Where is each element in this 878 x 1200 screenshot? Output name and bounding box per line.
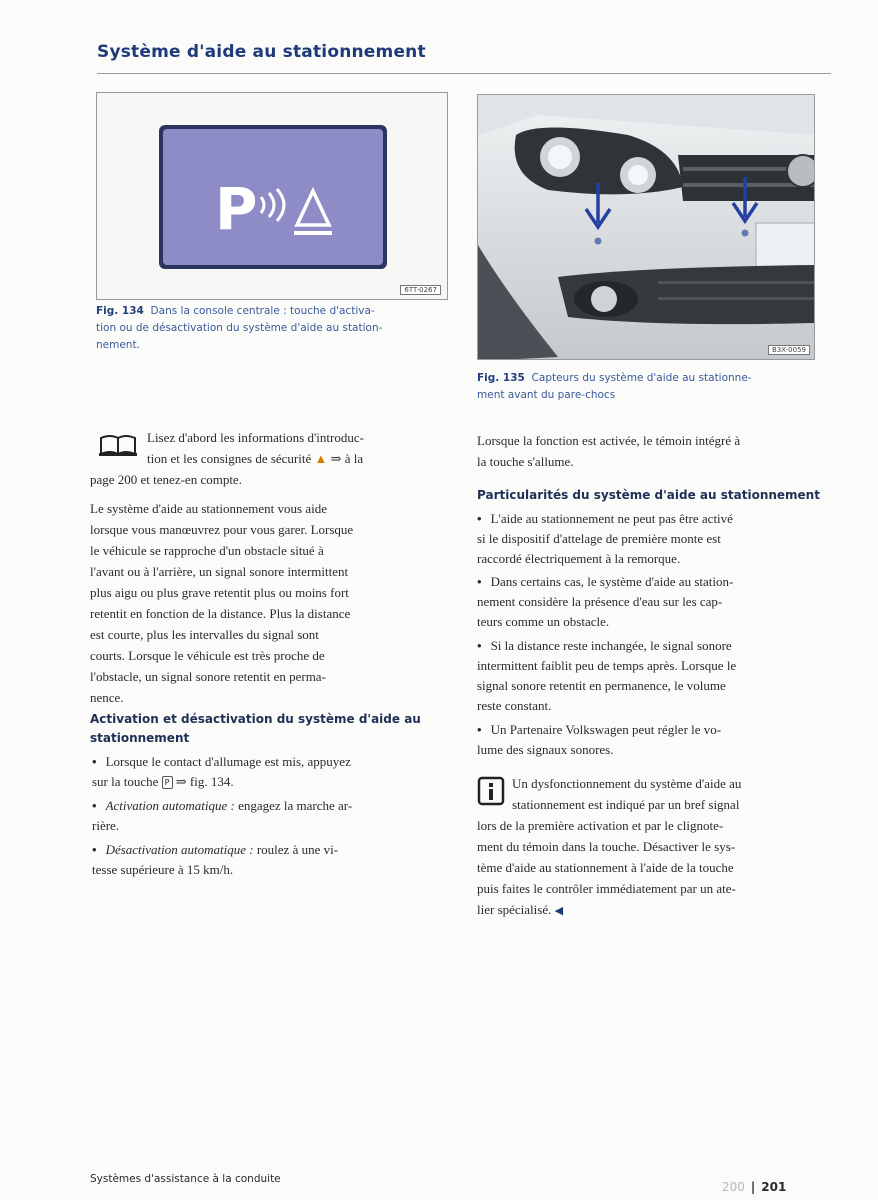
activation-text: Lorsque la fonction est activée, le témoin intégré à la touche s'allume. <box>477 433 741 469</box>
parking-symbol-letter: P <box>215 175 258 243</box>
figure-code: 6TT-0267 <box>400 285 441 295</box>
parking-aid-symbol-icon <box>163 129 383 265</box>
intro-text-cont: page 200 et tenez-en compte. <box>90 472 242 487</box>
figure-code: B3X-0059 <box>768 345 810 355</box>
parking-key-icon: P <box>162 776 173 789</box>
warning-triangle-icon: ▲ <box>314 451 328 466</box>
info-text-lead: Un dysfonctionnement du système d'aide au stationnement est indiqué par un bref signal <box>512 776 742 812</box>
end-of-section-icon: ◀ <box>554 905 564 917</box>
figure-134 <box>96 92 448 300</box>
particularities-subhead: Particularités du système d'aide au stationnement <box>477 488 820 502</box>
book-icon <box>98 433 138 457</box>
figure-135-caption: Fig. 135 Capteurs du système d'aide au stationne- ment avant du pare-chocs <box>477 372 752 401</box>
parking-aid-button-image <box>159 125 387 269</box>
section-subhead: Activation et désactivation du système d'aide au stationnement <box>90 712 421 745</box>
list-item: • Désactivation automatique : roulez à une vi- tesse supérieure à 15 km/h. <box>92 842 339 877</box>
list-item: • L'aide au stationnement ne peut pas être activé si le dispositif d'attelage de première monte est raccordé électriquement à la remorque. <box>477 511 733 566</box>
car-front-bumper-image <box>478 95 815 360</box>
list-item: • Dans certains cas, le système d'aide au station- nement considère la présence d'eau sur les cap- teurs comme un obstacle. <box>477 574 734 629</box>
page-title: Système d'aide au stationnement <box>97 42 426 62</box>
info-icon <box>477 776 505 806</box>
list-item: • Lorsque le contact d'allumage est mis, appuyez sur la touche P ⇒ fig. 134. <box>92 754 351 789</box>
footer-chapter-title: Systèmes d'assistance à la conduite <box>90 1173 281 1185</box>
figure-135 <box>477 94 815 360</box>
figure-134-caption: Fig. 134 Dans la console centrale : touche d'activa- tion ou de désactivation du système d'aide au station- nement. <box>96 305 383 351</box>
main-paragraph: Le système d'aide au stationnement vous aide lorsque vous manœuvrez pour vous garer. Lorsque le véhicule se rapproche d'un obstacle situé à l'avant ou à l'arrière, un signal sonore intermittent plus aigu ou plus grave retentit plus ou moins fort retentit en fonction de la distance. Plus la distance est courte, plus les intervalles du signal sont courts. Lorsque le véhicule est très proche de l'obstacle, un signal sonore retentit en perma- nence. <box>90 501 354 705</box>
list-item: • Si la distance reste inchangée, le signal sonore intermittent faiblit peu de temps après. Lorsque le signal sonore retentit en permanence, le volume reste constant. <box>477 638 737 713</box>
header-rule <box>97 73 831 74</box>
intro-text: Lisez d'abord les informations d'introduc- tion et les consignes de sécurité ▲ ⇒ à la <box>147 430 364 466</box>
page-numbers: 200 | 201 <box>722 1180 787 1194</box>
list-item: • Activation automatique : engagez la marche ar- rière. <box>92 798 353 833</box>
list-item: • Un Partenaire Volkswagen peut régler le vo- lume des signaux sonores. <box>477 722 722 757</box>
info-text: lors de la première activation et par le clignote- ment du témoin dans la touche. Désactiver le sys- tème d'aide au stationnement à l'aide de la touche puis faites le contrôler immédiatement par un ate- lier spécialisé. ◀ <box>477 818 736 917</box>
